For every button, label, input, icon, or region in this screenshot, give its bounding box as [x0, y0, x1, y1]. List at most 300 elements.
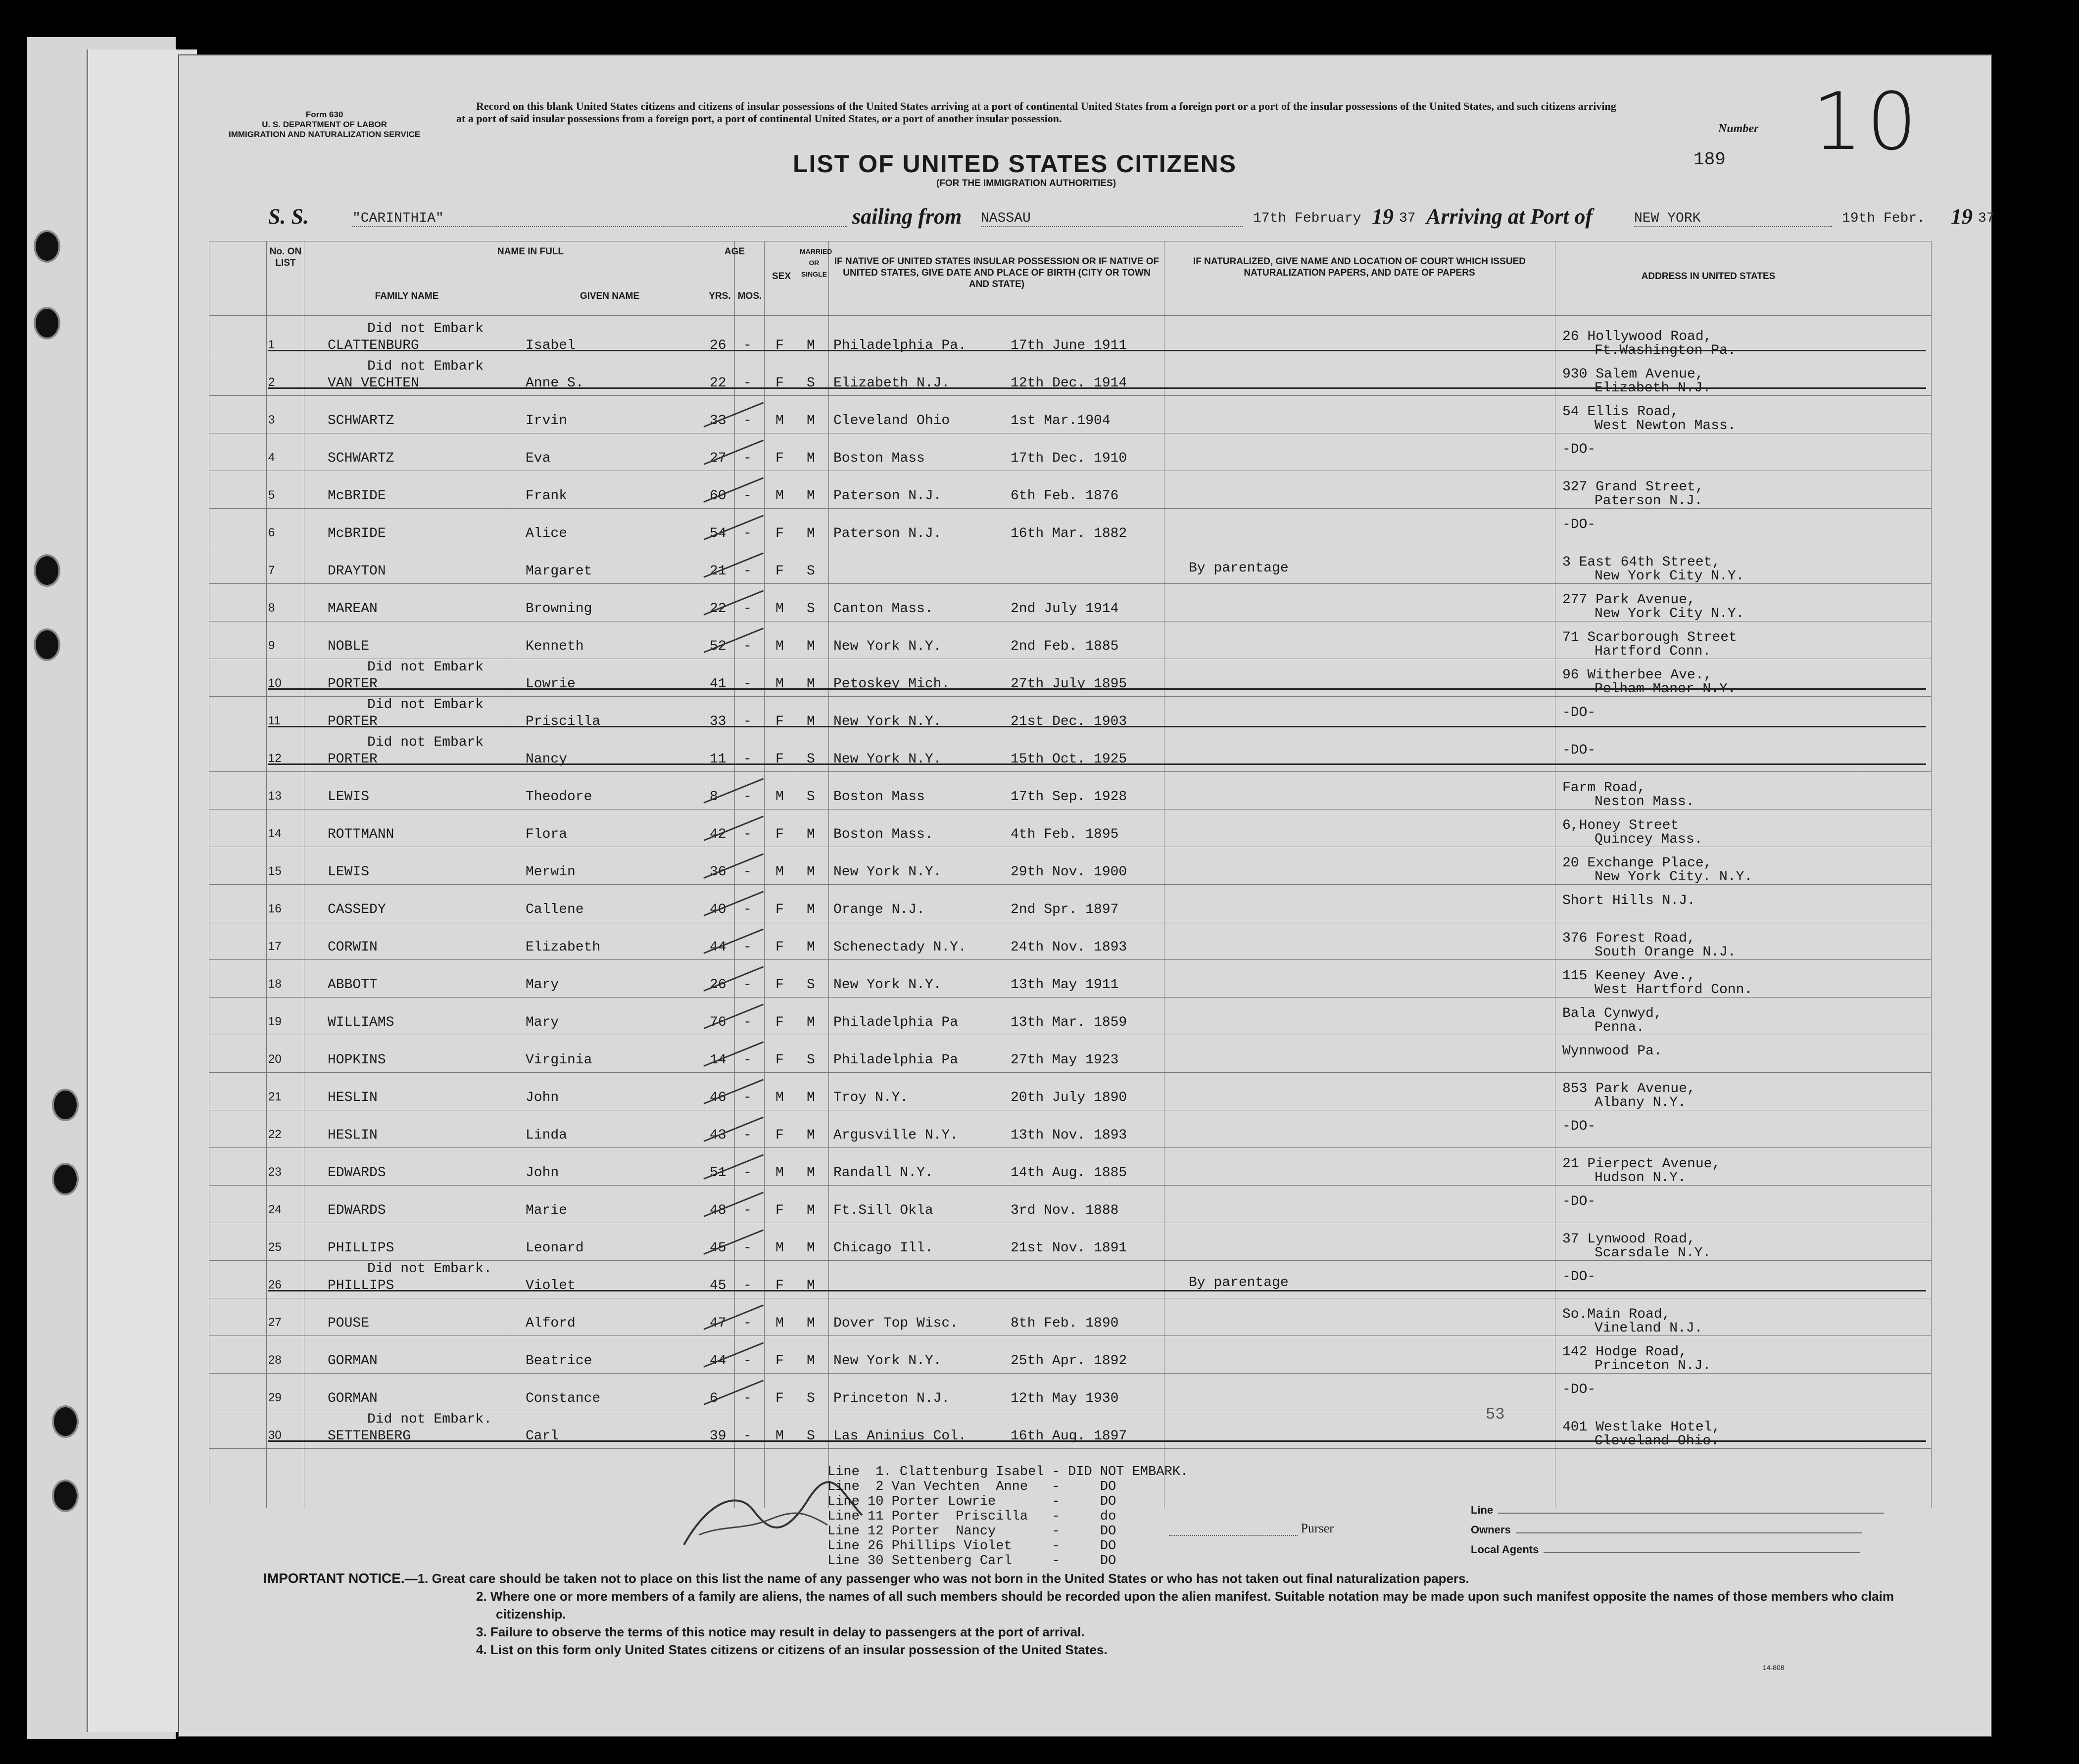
service: IMMIGRATION AND NATURALIZATION SERVICE [229, 130, 421, 139]
age-years: 42 [710, 827, 726, 842]
row-number: 20 [268, 1052, 282, 1066]
family-name: SCHWARTZ [328, 413, 394, 429]
given-name: Mary [526, 1015, 559, 1030]
given-name: Leonard [526, 1240, 584, 1256]
address-line-1: -DO- [1562, 743, 1596, 758]
birth-date: 1st Mar.1904 [1011, 413, 1111, 429]
strike-through-line [268, 688, 1926, 690]
given-name: Frank [526, 488, 568, 504]
summary-line: Line 12 Porter Nancy - DO [827, 1524, 1116, 1539]
birth-place: Randall N.Y. [833, 1165, 933, 1181]
birth-date: 3rd Nov. 1888 [1011, 1203, 1119, 1218]
sex: F [775, 1391, 784, 1406]
table-row [209, 433, 1931, 471]
birth-date: 12th May 1930 [1011, 1391, 1119, 1406]
summary-line: Line 11 Porter Priscilla - do [827, 1509, 1116, 1524]
birth-date: 15th Oct. 1925 [1011, 752, 1127, 767]
given-name: Carl [526, 1429, 559, 1444]
sex: F [775, 752, 784, 767]
age-months: - [743, 413, 752, 429]
summary-line: Line 30 Settenberg Carl - DO [827, 1554, 1116, 1569]
marital-status: M [807, 1353, 815, 1369]
purser-field [1169, 1520, 1334, 1536]
table-row [209, 1223, 1931, 1260]
table-row [209, 771, 1931, 809]
table-row [209, 1335, 1931, 1373]
year-prefix-to: 19 [1951, 204, 1973, 229]
family-name: WILLIAMS [328, 1015, 394, 1030]
age-months: - [743, 1391, 752, 1406]
table-row [209, 1072, 1931, 1110]
family-name: LEWIS [328, 789, 370, 805]
address-line-1: 37 Lynwood Road, [1562, 1232, 1695, 1247]
sex: M [775, 1165, 784, 1181]
local-agents-label: Local Agents [1471, 1543, 1539, 1556]
age-months: - [743, 451, 752, 466]
birth-place: New York N.Y. [833, 714, 942, 729]
family-name: VAN VECHTEN [328, 376, 419, 391]
address-line-2: Hudson N.Y. [1595, 1170, 1686, 1186]
number-label: Number [1718, 122, 1759, 135]
birth-place: Argusville N.Y. [833, 1128, 959, 1143]
age-months: - [743, 526, 752, 541]
binder-hole [34, 307, 60, 339]
birth-date: 17th Dec. 1910 [1011, 451, 1127, 466]
address-line-2: Vineland N.J. [1595, 1321, 1703, 1336]
port-from: NASSAU [981, 211, 1243, 227]
birth-place: Philadelphia Pa. [833, 338, 967, 353]
row-number: 21 [268, 1090, 282, 1103]
sex: F [775, 526, 784, 541]
address-line-1: 115 Keeney Ave., [1562, 968, 1695, 984]
address-line-2: Hartford Conn. [1595, 644, 1711, 659]
agent-fields [1471, 1500, 1884, 1560]
address-line-2: West Newton Mass. [1595, 418, 1736, 433]
age-years: 26 [710, 977, 726, 993]
col-age: AGE [724, 246, 745, 257]
age-years: 45 [710, 1240, 726, 1256]
row-number: 17 [268, 940, 282, 953]
address-line-2: New York City. N.Y. [1595, 869, 1753, 885]
address-line-2: New York City N.Y. [1595, 606, 1744, 621]
address-line-1: -DO- [1562, 705, 1596, 720]
given-name: Lowrie [526, 676, 576, 692]
col-yrs: YRS. [709, 291, 731, 301]
sheet-number: 189 [1693, 149, 1726, 170]
line-label: Line [1471, 1504, 1494, 1516]
address-line-1: -DO- [1562, 1194, 1596, 1209]
family-name: NOBLE [328, 639, 370, 654]
birth-date: 6th Feb. 1876 [1011, 488, 1119, 504]
family-name: PORTER [328, 676, 378, 692]
sailing-label: sailing from [852, 204, 962, 229]
row-number: 26 [268, 1278, 282, 1291]
marital-status: S [807, 1052, 815, 1068]
marital-status: M [807, 1165, 815, 1181]
binder-hole [52, 1405, 79, 1438]
birth-date: 12th Dec. 1914 [1011, 376, 1127, 391]
age-years: 33 [710, 714, 726, 729]
row-number: 9 [268, 639, 275, 652]
table-row [209, 1260, 1931, 1298]
marital-status: M [807, 1316, 815, 1331]
birth-date: 27th May 1923 [1011, 1052, 1119, 1068]
binder-hole [34, 230, 60, 263]
sex: F [775, 902, 784, 917]
marital-status: S [807, 789, 815, 805]
family-name: PORTER [328, 752, 378, 767]
address-line-1: -DO- [1562, 1119, 1596, 1134]
marital-status: M [807, 1203, 815, 1218]
birth-place: Paterson N.J. [833, 526, 942, 541]
table-row [209, 1411, 1931, 1448]
table-row [209, 922, 1931, 959]
marital-status: M [807, 714, 815, 729]
birth-date: 24th Nov. 1893 [1011, 940, 1127, 955]
given-name: Beatrice [526, 1353, 592, 1369]
marital-status: M [807, 864, 815, 880]
table-row [209, 1110, 1931, 1147]
family-name: DRAYTON [328, 564, 386, 579]
row-number: 11 [268, 714, 281, 727]
birth-place: New York N.Y. [833, 1353, 942, 1369]
table-row [209, 395, 1931, 433]
binder-hole [52, 1479, 79, 1512]
age-months: - [743, 1240, 752, 1256]
col-name-in-full: NAME IN FULL [497, 246, 564, 257]
marital-status: S [807, 1391, 815, 1406]
address-line-1: 853 Park Avenue, [1562, 1081, 1695, 1097]
row-number: 7 [268, 564, 275, 577]
birth-date: 13th Nov. 1893 [1011, 1128, 1127, 1143]
sex: F [775, 827, 784, 842]
sex: M [775, 413, 784, 429]
family-name: McBRIDE [328, 488, 386, 504]
age-years: 60 [710, 488, 726, 504]
given-name: John [526, 1165, 559, 1181]
sex: M [775, 488, 784, 504]
row-number: 25 [268, 1240, 282, 1254]
address-line-1: 327 Grand Street, [1562, 479, 1704, 495]
col-naturalized: IF NATURALIZED, GIVE NAME AND LOCATION OF COURT WHICH ISSUED NATURALIZATION PAPERS, AND DATE OF PAPERS [1193, 256, 1526, 278]
birth-date: 27th July 1895 [1011, 676, 1127, 692]
family-name: PHILLIPS [328, 1278, 394, 1293]
age-years: 36 [710, 864, 726, 880]
given-name: Eva [526, 451, 551, 466]
given-name: Browning [526, 601, 592, 617]
given-name: Kenneth [526, 639, 584, 654]
marital-status: M [807, 1015, 815, 1030]
row-number: 8 [268, 601, 275, 615]
year-to: 37 [1978, 211, 1995, 226]
birth-place: Las Aninius Col. [833, 1429, 967, 1444]
birth-date: 17th June 1911 [1011, 338, 1127, 353]
given-name: Merwin [526, 864, 576, 880]
summary-line: Line 2 Van Vechten Anne - DO [827, 1479, 1116, 1494]
given-name: Mary [526, 977, 559, 993]
age-years: 39 [710, 1429, 726, 1444]
age-months: - [743, 1353, 752, 1369]
birth-place: Elizabeth N.J. [833, 376, 950, 391]
birth-place: Princeton N.J. [833, 1391, 950, 1406]
age-months: - [743, 1052, 752, 1068]
given-name: Linda [526, 1128, 568, 1143]
age-months: - [743, 789, 752, 805]
address-line-1: 401 Westlake Hotel, [1562, 1420, 1721, 1435]
important-notice: IMPORTANT NOTICE.—1. Great care should be taken not to place on this list the name of any passenger who was not born in the United States or who has not taken out final naturalization papers. 2. Where one or more members of a family are aliens, the names of all such members should be recorded upon the alien manifest. Suitable notation may be made upon such manifest opposite the names of those members who claim citizenship. 3. Failure to observe the terms of this notice may result in delay to passengers at the port of arrival. 4. List on this form only United States citizens or citizens of an insular possession of the United States. [263, 1570, 1896, 1659]
address-line-2: Penna. [1595, 1020, 1644, 1035]
sex: F [775, 1128, 784, 1143]
given-name: Alice [526, 526, 568, 541]
row-number: 28 [268, 1353, 282, 1367]
age-months: - [743, 1165, 752, 1181]
family-name: CLATTENBURG [328, 338, 419, 353]
birth-place: Boston Mass [833, 451, 925, 466]
age-months: - [743, 864, 752, 880]
age-months: - [743, 1278, 752, 1293]
age-months: - [743, 902, 752, 917]
birth-place: New York N.Y. [833, 864, 942, 880]
col-sex: SEX [772, 271, 791, 282]
address-line-1: -DO- [1562, 1382, 1596, 1397]
address-line-1: 930 Salem Avenue, [1562, 367, 1704, 382]
birth-date: 4th Feb. 1895 [1011, 827, 1119, 842]
address-line-2: Quincey Mass. [1595, 832, 1703, 847]
summary-block [827, 1465, 1188, 1569]
stray-mark: 53 [1486, 1405, 1505, 1424]
birth-place: Boston Mass. [833, 827, 933, 842]
port-to: NEW YORK [1634, 211, 1832, 227]
year-prefix-from: 19 [1372, 204, 1394, 229]
sex: F [775, 1353, 784, 1369]
address-line-1: 96 Witherbee Ave., [1562, 667, 1712, 683]
address-line-1: 20 Exchange Place, [1562, 856, 1712, 871]
sex: F [775, 376, 784, 391]
birth-place: Troy N.Y. [833, 1090, 909, 1105]
age-years: 44 [710, 1353, 726, 1369]
col-given-name: GIVEN NAME [580, 291, 640, 301]
table-row [209, 471, 1931, 508]
address-line-1: -DO- [1562, 442, 1596, 457]
row-number: 4 [268, 451, 275, 464]
row-number: 22 [268, 1128, 282, 1141]
family-name: HOPKINS [328, 1052, 386, 1068]
table-row [209, 1147, 1931, 1185]
marital-status: M [807, 1090, 815, 1105]
handwritten-number: 10 [1812, 75, 1921, 168]
age-months: - [743, 714, 752, 729]
address-line-2: Pelham Manor N.Y. [1595, 681, 1736, 697]
birth-place: Dover Top Wisc. [833, 1316, 959, 1331]
marital-status: M [807, 451, 815, 466]
table-row [209, 959, 1931, 997]
sex: M [775, 1090, 784, 1105]
did-not-embark-note: Did not Embark [367, 660, 484, 675]
row-number: 16 [268, 902, 282, 915]
col-birth: IF NATIVE OF UNITED STATES INSULAR POSSESSION OR IF NATIVE OF UNITED STATES, GIVE DATE AND PLACE OF BIRTH (CITY OR TOWN AND STATE) [834, 256, 1160, 289]
row-number: 30 [268, 1429, 282, 1442]
birth-date: 14th Aug. 1885 [1011, 1165, 1127, 1181]
birth-date: 13th May 1911 [1011, 977, 1119, 993]
age-years: 52 [710, 639, 726, 654]
table-row [209, 1185, 1931, 1223]
family-name: POUSE [328, 1316, 370, 1331]
given-name: Virginia [526, 1052, 592, 1068]
owners-label: Owners [1471, 1524, 1511, 1536]
given-name: Marie [526, 1203, 568, 1218]
sex: M [775, 864, 784, 880]
birth-date: 2nd July 1914 [1011, 601, 1119, 617]
strike-through-line [268, 387, 1926, 389]
age-years: 48 [710, 1203, 726, 1218]
summary-line: Line 10 Porter Lowrie - DO [827, 1494, 1116, 1509]
manifest-sheet [178, 54, 1995, 1737]
family-name: HESLIN [328, 1090, 378, 1105]
birth-date: 2nd Feb. 1885 [1011, 639, 1119, 654]
table-row [209, 1373, 1931, 1411]
address-line-2: Albany N.Y. [1595, 1095, 1686, 1110]
row-number: 1 [268, 338, 275, 351]
address-line-1: 71 Scarborough Street [1562, 630, 1737, 645]
age-years: 40 [710, 902, 726, 917]
ship-name: "CARINTHIA" [352, 211, 847, 227]
birth-date: 8th Feb. 1890 [1011, 1316, 1119, 1331]
address-line-1: 277 Park Avenue, [1562, 592, 1695, 608]
sex: F [775, 451, 784, 466]
given-name: Constance [526, 1391, 601, 1406]
summary-line: Line 1. Clattenburg Isabel - DID NOT EMBARK. [827, 1465, 1189, 1479]
address-line-2: Princeton N.J. [1595, 1358, 1711, 1374]
marital-status: M [807, 338, 815, 353]
notice-item: 3. Failure to observe the terms of this notice may result in delay to passengers at the port of arrival. [476, 1624, 1085, 1639]
summary-line: Line 26 Phillips Violet - DO [827, 1539, 1116, 1554]
notice-item: 1. Great care should be taken not to place on this list the name of any passenger who was not born in the United States or who has not taken out final naturalization papers. [417, 1571, 1469, 1586]
address-line-1: 54 Ellis Road, [1562, 404, 1679, 420]
given-name: Irvin [526, 413, 568, 429]
row-number: 24 [268, 1203, 282, 1216]
age-years: 26 [710, 338, 726, 353]
row-number: 6 [268, 526, 275, 539]
binder-hole [34, 628, 60, 661]
age-months: - [743, 977, 752, 993]
birth-place: New York N.Y. [833, 977, 942, 993]
did-not-embark-note: Did not Embark [367, 735, 484, 750]
date-to: 19th Febr. [1842, 211, 1926, 226]
birth-place: Paterson N.J. [833, 488, 942, 504]
birth-date: 21st Nov. 1891 [1011, 1240, 1127, 1256]
age-years: 21 [710, 564, 726, 579]
family-name: EDWARDS [328, 1165, 386, 1181]
age-months: - [743, 1429, 752, 1444]
family-name: MAREAN [328, 601, 378, 617]
age-years: 33 [710, 413, 726, 429]
given-name: Elizabeth [526, 940, 601, 955]
address-line-1: 376 Forest Road, [1562, 931, 1695, 946]
family-name: McBRIDE [328, 526, 386, 541]
given-name: John [526, 1090, 559, 1105]
row-number: 10 [268, 676, 282, 690]
birth-date: 29th Nov. 1900 [1011, 864, 1127, 880]
age-years: 54 [710, 526, 726, 541]
row-number: 19 [268, 1015, 282, 1028]
sex: F [775, 1203, 784, 1218]
intro-text: Record on this blank United States citizens and citizens of insular possessions of the United States arriving at a port of continental United States from a foreign port or a port of the insular possessions of the United States, and such citizens arriving at a port of said insular possessions from a foreign port, a port of continental United States, or a port of another insular possession. [456, 100, 1616, 125]
marital-status: M [807, 488, 815, 504]
row-number: 15 [268, 864, 282, 878]
strike-through-line [268, 763, 1926, 765]
row-number: 12 [268, 752, 282, 765]
age-months: - [743, 827, 752, 842]
family-name: PORTER [328, 714, 378, 729]
address-line-2: Paterson N.J. [1595, 493, 1703, 509]
age-years: 22 [710, 601, 726, 617]
sex: F [775, 564, 784, 579]
age-months: - [743, 601, 752, 617]
birth-date: 21st Dec. 1903 [1011, 714, 1127, 729]
table-row [209, 1035, 1931, 1072]
birth-place: Philadelphia Pa [833, 1052, 959, 1068]
family-name: ABBOTT [328, 977, 378, 993]
did-not-embark-note: Did not Embark [367, 697, 484, 713]
family-name: PHILLIPS [328, 1240, 394, 1256]
family-name: CORWIN [328, 940, 378, 955]
marital-status: M [807, 1240, 815, 1256]
voyage-line [268, 204, 1995, 234]
age-years: 43 [710, 1128, 726, 1143]
family-name: GORMAN [328, 1391, 378, 1406]
page-subtitle: (FOR THE IMMIGRATION AUTHORITIES) [936, 178, 1116, 189]
marital-status: M [807, 639, 815, 654]
table-row [209, 696, 1931, 734]
arriving-label: Arriving at Port of [1426, 204, 1593, 229]
address-line-1: 3 East 64th Street, [1562, 555, 1721, 570]
sex: F [775, 338, 784, 353]
age-months: - [743, 676, 752, 692]
table-row [209, 734, 1931, 771]
table-row [209, 997, 1931, 1035]
family-name: ROTTMANN [328, 827, 394, 842]
birth-place: Boston Mass [833, 789, 925, 805]
given-name: Flora [526, 827, 568, 842]
birth-date: 25th Apr. 1892 [1011, 1353, 1127, 1369]
naturalization: By parentage [1189, 1275, 1289, 1290]
address-line-1: Farm Road, [1562, 780, 1646, 796]
birth-place: Canton Mass. [833, 601, 933, 617]
marital-status: M [807, 413, 815, 429]
age-months: - [743, 564, 752, 579]
sex: M [775, 1240, 784, 1256]
given-name: Violet [526, 1278, 576, 1293]
address-line-2: New York City N.Y. [1595, 569, 1744, 584]
age-years: 47 [710, 1316, 726, 1331]
age-months: - [743, 1128, 752, 1143]
address-line-1: 26 Hollywood Road, [1562, 329, 1712, 344]
marital-status: S [807, 564, 815, 579]
birth-place: New York N.Y. [833, 752, 942, 767]
birth-place: Petoskey Mich. [833, 676, 950, 692]
sex: F [775, 1052, 784, 1068]
marital-status: S [807, 601, 815, 617]
row-number: 13 [268, 789, 282, 803]
form-number: Form 630 [305, 110, 343, 119]
col-married: MARRIED OR SINGLE [800, 247, 832, 278]
strike-through-line [268, 726, 1926, 727]
age-years: 8 [710, 789, 718, 805]
age-months: - [743, 752, 752, 767]
given-name: Priscilla [526, 714, 601, 729]
address-line-1: 6,Honey Street [1562, 818, 1679, 833]
form-code: 14-808 [1763, 1664, 1785, 1671]
